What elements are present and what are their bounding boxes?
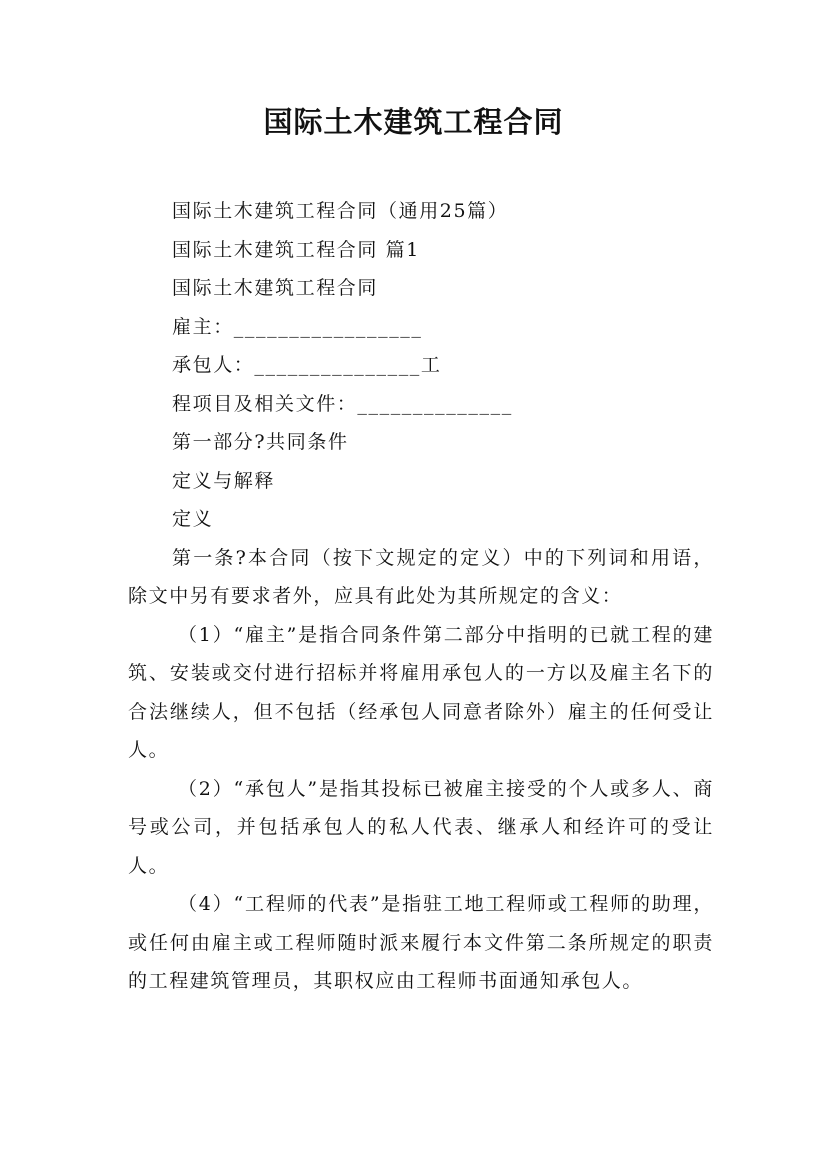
contractor-field-line: 承包人：_______________工 <box>172 354 442 376</box>
definition-engineer-representative-paragraph: （4）“工程师的代表”是指驻工地工程师或工程师的助理，或任何由雇主或工程师随时派来履行本文件第二条所规定的职责的工程建筑管理员，其职权应由工程师书面通知承包人。 <box>128 893 714 992</box>
employer-field-line: 雇主：_________________ <box>172 315 423 338</box>
article-one-paragraph: 第一条?本合同（按下文规定的定义）中的下列词和用语，除文中另有要求者外，应具有此处为其所规定的含义： <box>128 546 714 607</box>
definitions-heading: 定义 <box>172 508 214 530</box>
subtitle-line: 国际土木建筑工程合同（通用25篇） <box>172 200 509 222</box>
chapter-line: 国际土木建筑工程合同 篇1 <box>172 238 420 261</box>
document-body <box>128 192 714 1001</box>
definition-employer-paragraph: （1）“雇主”是指合同条件第二部分中指明的已就工程的建筑、安装或交付进行招标并将雇用承包人的一方以及雇主名下的合法继续人，但不包括（经承包人同意者除外）雇主的任何受让人。 <box>128 623 714 761</box>
document-title: 国际土木建筑工程合同 <box>263 105 564 139</box>
project-documents-line: 程项目及相关文件：______________ <box>172 392 513 415</box>
definition-contractor-paragraph: （2）“承包人”是指其投标已被雇主接受的个人或多人、商号或公司，并包括承包人的私人代表、继承人和经许可的受让人。 <box>128 777 714 877</box>
contract-name-line: 国际土木建筑工程合同 <box>172 277 379 299</box>
part-one-heading: 第一部分?共同条件 <box>172 431 349 453</box>
definitions-interpretation-heading: 定义与解释 <box>172 469 276 492</box>
